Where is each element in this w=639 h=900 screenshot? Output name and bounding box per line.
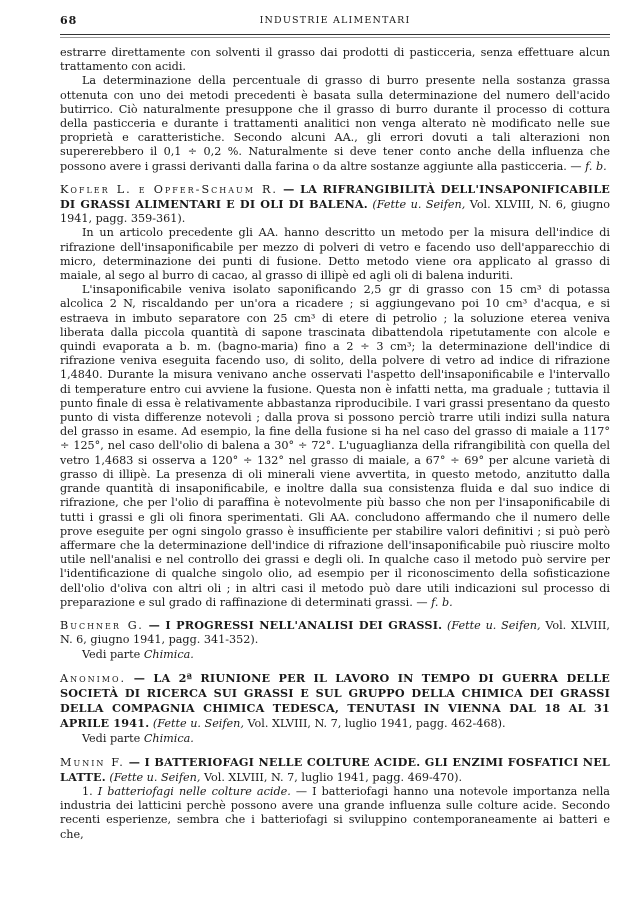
entry-kofler-para2-text: L'insaponificabile veniva isolato saponificando 2,5 gr di grasso con 15 cm³ di potassa alcolica 2 N, riscaldando per un'ora a ricadere ; si aggiungevano poi 10 cm³ d'acqua, e si estraeva in imbuto separatore con 25 cm³ di etere di petrolio ; la soluzione eterea veniva liberata dalla piccola quantità di sapone trascinata dibattendola ripetutamente con alcole e quindi evaporata a b. m. (bagno-maria) fino a 2 ÷ 3 cm³; la determinazione dell'indice di rifrazione veniva eseguita facendo uso, di solito, della polvere di vetro ad indice di rifrazione 1,4840. Durante la misura venivano anche osservati l'aspetto dell'insaponificabile e l'intervallo di temperature entro cui avviene la fusione. Questa non è infatti netta, ma graduale ; tuttavia il punto finale di essa è relativamente abbastanza riproducibile. I vari grassi presentano da questo punto di vista differenze notevoli ; dalla prova si possono perciò trarre utili indizi sulla natura del grasso in esame. Ad esempio, la fine della fusione si ha nel caso del grasso di maiale a 117° ÷ 125°, nel caso dell'olio di balena a 30° ÷ 72°. L'uguaglianza della rifrangibilità con quella del vetro 1,4683 si osserva a 120° ÷ 132° nel grasso di maiale, a 67° ÷ 69° per alcune varietà di grasso di illipè. La presenza di oli minerali viene avvertita, in questo metodo, anzitutto dalla grande quantità di insaponificabile, e inoltre dalla sua consistenza fluida e dal suo indice di rifrazione, che per l'olio di paraffina è notevolmente più basso che non per l'insaponificabile di tutti i grassi e gli oli finora sperimentati. Gli AA. concludono affermando che il numero delle prove eseguite per ogni singolo grasso è insufficiente per stabilire valori definitivi ; si può però affermare che la determinazione dell'indice di rifrazione dell'insaponificabile può riuscire molto utile nell'analisi e nel controllo dei grassi e degli oli. In qualche caso il metodo può servire per l'identificazione di qualche singolo olio, ad esempio per il riconoscimento della sofisticazione dell'olio d'oliva con altri oli ; in altri casi il metodo può dare utili indicazioni sul processo di preparazione e sul grado di raffinazione di determinati grassi. —: [60, 283, 610, 609]
entry-source: Vol. XLVIII, N. 7, luglio 1941, pagg. 462-468).: [247, 717, 506, 731]
signature: f. b.: [431, 595, 453, 609]
entry-munin-subtitle: I batteriofagi nelle colture acide.: [97, 784, 291, 798]
entry-kofler-para1: In un articolo precedente gli AA. hanno descritto un metodo per la misura dell'indice di rifrazione dell'insaponificabile per mezzo di polveri di vetro e facendo uso dell'apparecchio di micro, determinazione dei punti di fusione. Detto metodo viene ora applicato al grasso di maiale, al sego al burro di cacao, al grasso di illipè ed agli oli di balena induriti.: [60, 226, 610, 283]
entry-title: — LA 2ª RIUNIONE PER IL LAVORO IN TEMPO DI GUERRA DELLE SOCIETÀ DI RICERCA SUI GRASSI E SUL GRUPPO DELLA CHIMICA DEI GRASSI DELLA COMPAGNIA CHIMICA TEDESCA, TENUTASI IN VIENNA DAL 18 AL 31 APRILE 1941.: [60, 670, 610, 731]
running-title: INDUSTRIE ALIMENTARI: [259, 15, 411, 26]
entry-kofler-para2: [60, 283, 610, 610]
entry-title: — LA RIFRANGIBILITÀ DELL'INSAPONIFICABILE DI GRASSI ALIMENTARI E DI OLI DI BALENA.: [60, 181, 610, 212]
entry-munin-heading: [60, 755, 610, 785]
signature: f. b.: [585, 159, 607, 173]
entry-title: — I PROGRESSI NELL'ANALISI DEI GRASSI.: [148, 617, 443, 632]
entry-buchner-heading: [60, 618, 610, 647]
see-also-section: Chimica.: [143, 732, 194, 746]
entry-munin-para1-text: — I batteriofagi hanno una notevole importanza nella industria dei latticini perchè possono avere una grande influenza sulle colture acide. Secondo recenti esperienze, sembra che i batteriofagi si sviluppino contemporaneamente ai batteri e che,: [60, 784, 610, 841]
paragraph-continued: estrarre direttamente con solventi il grasso dai prodotti di pasticceria, senza effettuare alcun trattamento con acidi.: [60, 46, 610, 74]
header-rule-thin: [60, 37, 610, 38]
entry-anonimo-see-also: [60, 732, 610, 746]
page-number: 68: [60, 14, 78, 27]
entry-source: Vol. XLVIII, N. 7, luglio 1941, pagg. 469-470).: [203, 770, 463, 784]
entry-author: Anonimo.: [60, 671, 127, 685]
entry-author: Munin F.: [60, 755, 125, 769]
entry-source-journal: (Fette u. Seifen,: [372, 198, 466, 212]
paragraph-butyric-text: La determinazione della percentuale di grasso di burro presente nella sostanza grassa ottenuta con uno dei metodi precedenti è basata sulla determinazione del numero dell'acido butirrico. Ciò naturalmente presuppone che il grasso di burro durante il processo di cottura della pasticceria e durante i trattamenti analitici non venga alterato nè modificato nelle sue proprietà e caratteristiche. Secondo alcuni AA., gli errori dovuti a tali alterazioni non supererebbero il 0,1 ÷ 0,2 %. Naturalmente si deve tener conto anche della influenza che possono avere i grassi derivanti dalla farina o da altre sostanze aggiunte alla pasticceria. —: [60, 74, 610, 173]
article-body: [60, 46, 610, 842]
entry-title: — I BATTERIOFAGI NELLE COLTURE ACIDE. GLI ENZIMI FOSFATICI NEL LATTE.: [60, 754, 611, 784]
entry-anonimo-heading: [60, 671, 610, 732]
entry-source: Vol. XLVIII, N. 6, giugno 1941, pagg. 359-361).: [60, 198, 610, 226]
entry-source-journal: (Fette u. Seifen,: [447, 618, 541, 632]
see-also-prefix: Vedi parte: [82, 648, 141, 662]
entry-munin-para1-lead: 1.: [82, 784, 93, 798]
entry-kofler-heading: [60, 182, 610, 227]
running-header: [60, 14, 610, 32]
entry-source: Vol. XLVIII, N. 6, giugno 1941, pagg. 341-352).: [60, 618, 610, 647]
see-also-prefix: Vedi parte: [82, 732, 141, 746]
entry-source-journal: (Fette u. Seifen,: [152, 717, 244, 731]
entry-source-journal: (Fette u. Seifen,: [109, 770, 201, 784]
paragraph-butyric: [60, 74, 610, 173]
entry-munin-para1: [60, 785, 610, 842]
header-rule: [60, 34, 610, 35]
entry-author: Kofler L. e Opfer-Schaum R.: [60, 182, 278, 196]
see-also-section: Chimica.: [143, 648, 194, 662]
entry-author: Buchner G.: [60, 618, 144, 632]
entry-buchner-see-also: [60, 648, 610, 662]
